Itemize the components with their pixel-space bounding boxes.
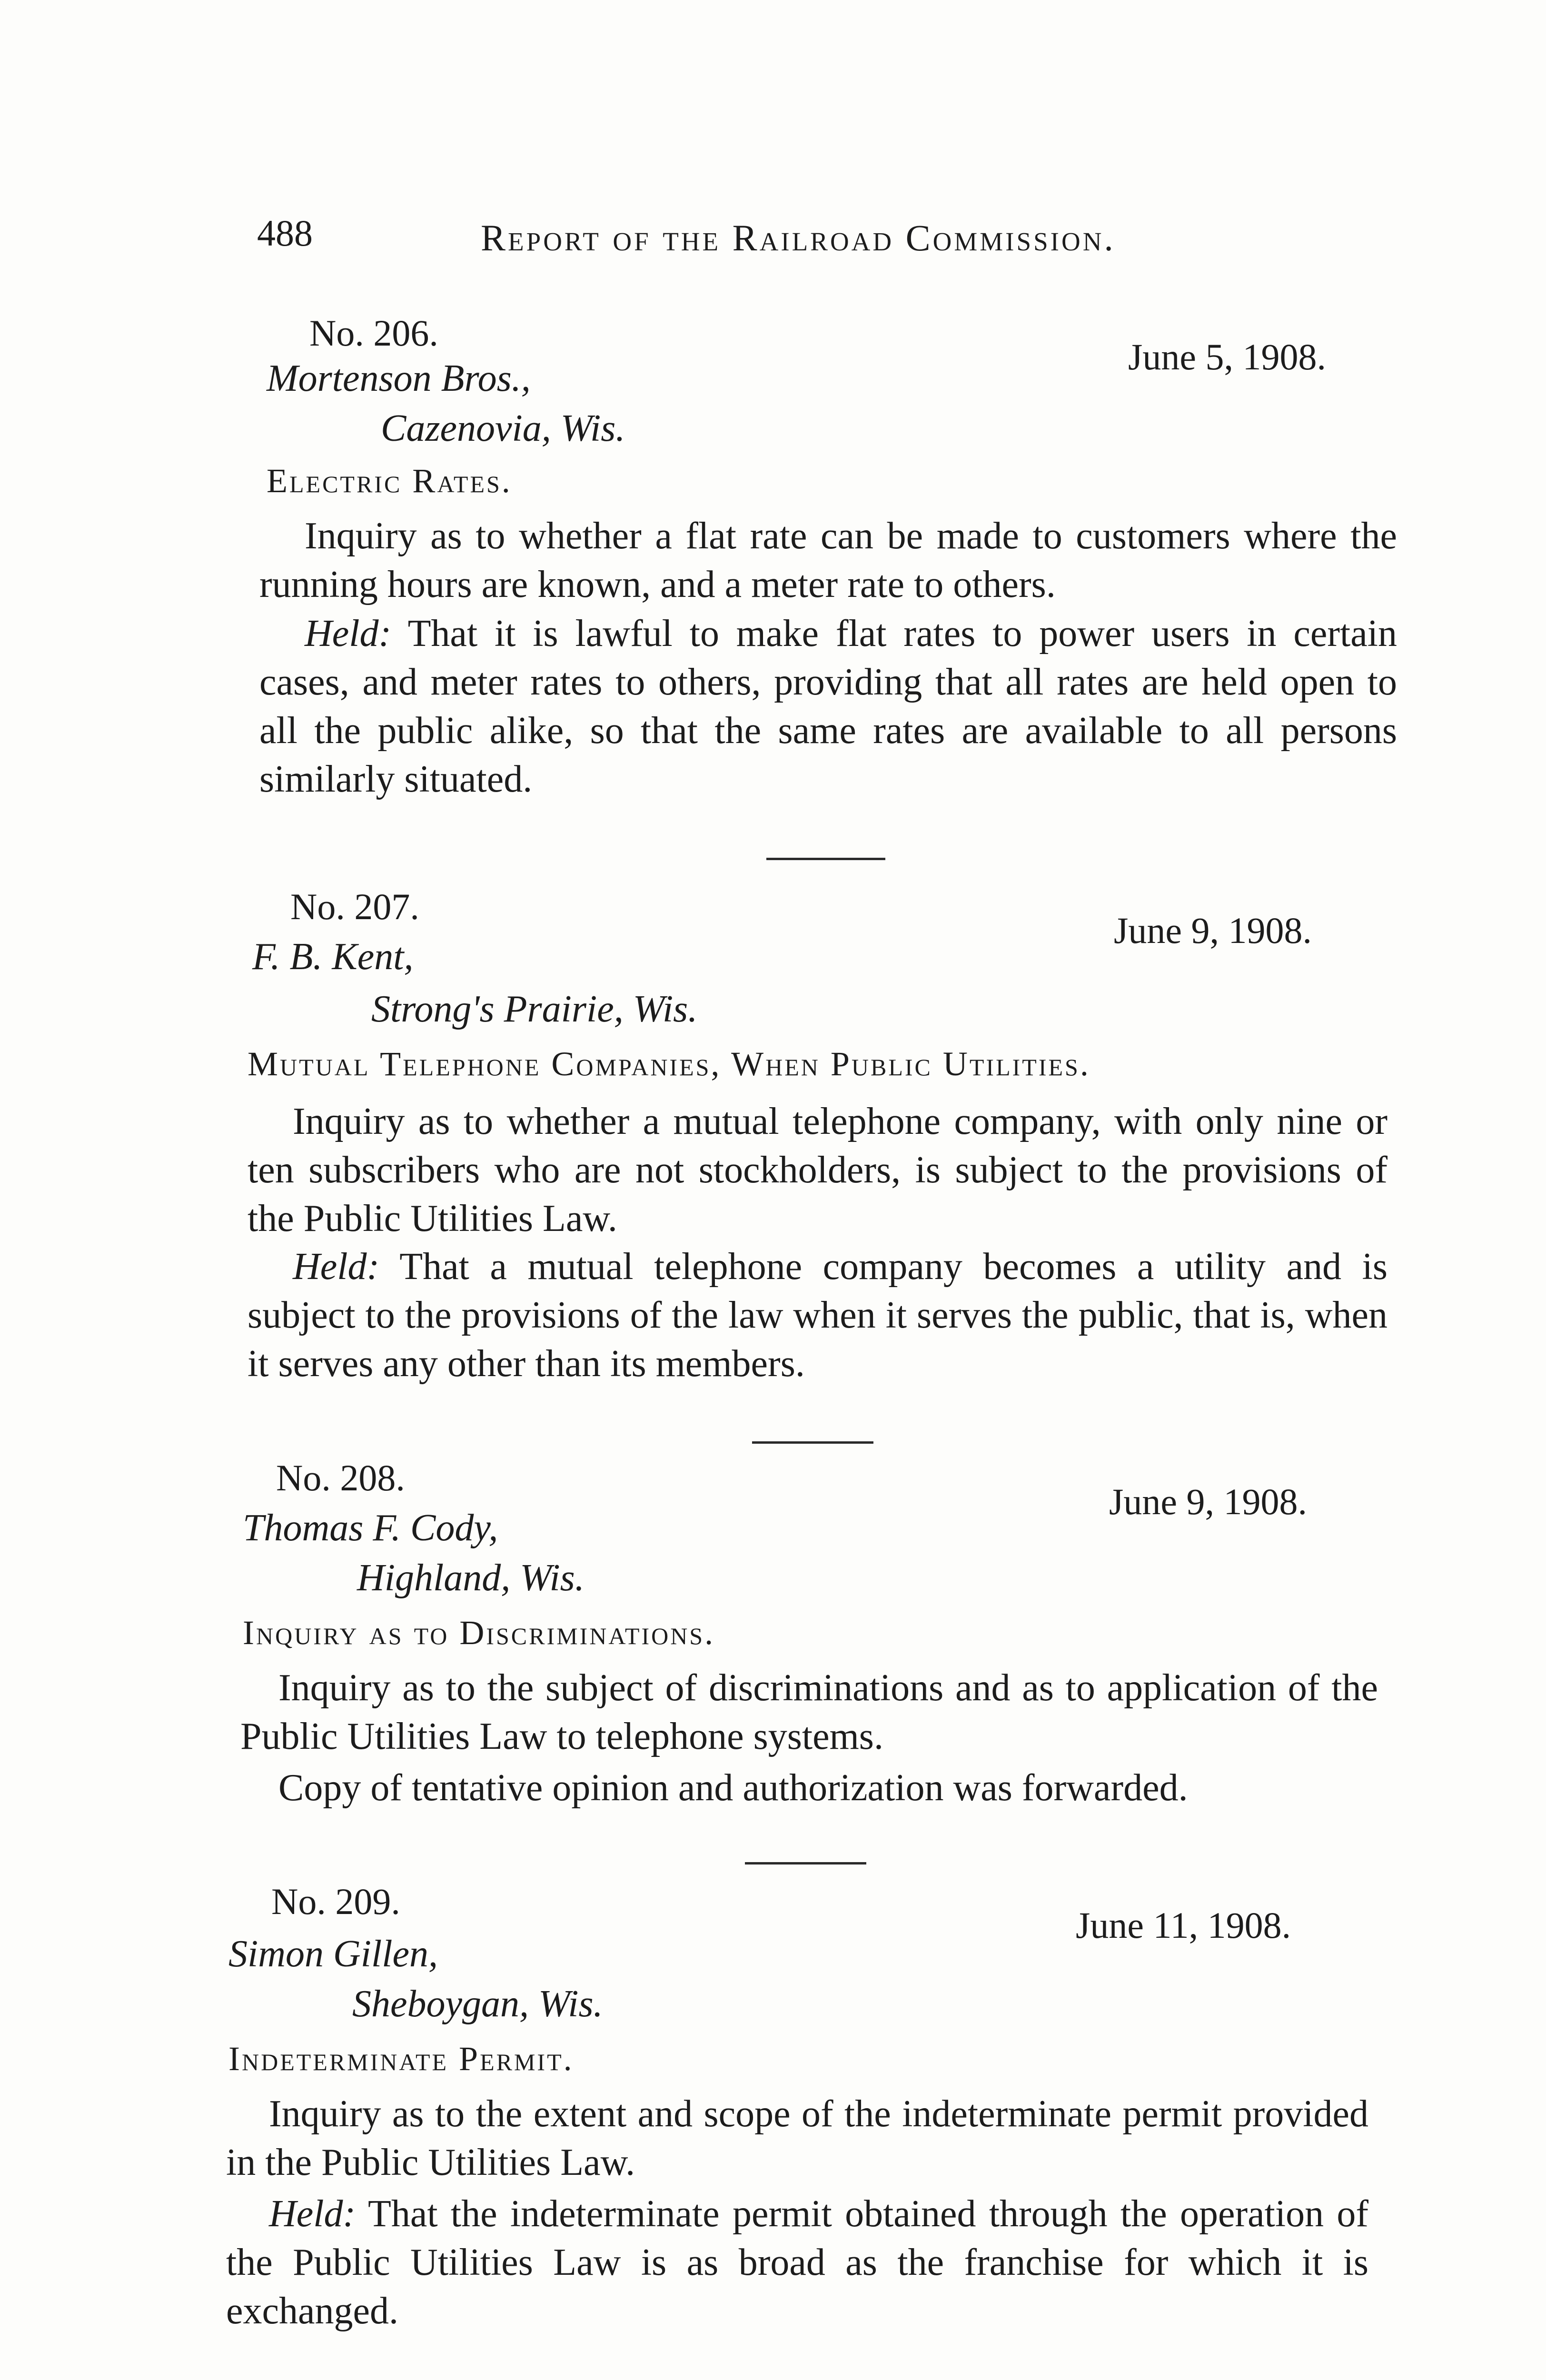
- party-location: Strong's Prairie, Wis.: [371, 988, 698, 1030]
- entry-date: June 9, 1908.: [1114, 910, 1312, 951]
- party-name: Mortenson Bros.,: [267, 357, 531, 399]
- entry-date: June 11, 1908.: [1076, 1904, 1291, 1946]
- entry-date: June 5, 1908.: [1128, 336, 1326, 377]
- party-name: F. B. Kent,: [252, 936, 414, 978]
- held-label: Held:: [269, 2193, 356, 2235]
- subject-heading: Electric Rates.: [267, 462, 512, 500]
- page-number: 488: [257, 212, 313, 254]
- subject-heading: Indeterminate Permit.: [228, 2040, 574, 2078]
- note-paragraph: Copy of tentative opinion and authorization was forwarded.: [278, 1767, 1188, 1809]
- inquiry-paragraph: Inquiry as to the extent and scope of the indeterminate permit provided in the Public Utilities Law.: [226, 2093, 1368, 2183]
- section-divider: [752, 1441, 873, 1444]
- entry-number: No. 207.: [290, 886, 419, 927]
- party-location: Sheboygan, Wis.: [352, 1983, 603, 2025]
- entry-date: June 9, 1908.: [1109, 1481, 1307, 1522]
- entry-number: No. 206.: [309, 312, 438, 354]
- section-divider: [745, 1862, 866, 1864]
- entry-number: No. 208.: [276, 1457, 405, 1498]
- inquiry-paragraph: Inquiry as to whether a mutual telephone company, with only nine or ten subscribers who are not stockholders, is subject to the provisions of the Public Utilities Law.: [248, 1101, 1387, 1240]
- party-name: Thomas F. Cody,: [243, 1507, 498, 1549]
- subject-heading: Mutual Telephone Companies, When Public Utilities.: [248, 1045, 1090, 1083]
- held-paragraph: [226, 2190, 1368, 2335]
- held-paragraph: [248, 1242, 1387, 1388]
- page-header: [257, 209, 1209, 271]
- held-label: Held:: [305, 613, 392, 654]
- held-paragraph: [259, 609, 1397, 803]
- held-text: That the indeterminate permit obtained through the operation of the Public Utilities Law is as broad as the franchise for which it is exchanged.: [226, 2193, 1368, 2332]
- held-text: That it is lawful to make flat rates to power users in certain cases, and meter rates to others, providing that all rates are held open to all the public alike, so that the same rates are available to all persons similarly situated.: [259, 613, 1397, 800]
- entry-number: No. 209.: [271, 1881, 400, 1922]
- party-location: Cazenovia, Wis.: [381, 407, 625, 449]
- section-divider: [766, 858, 885, 860]
- held-label: Held:: [293, 1246, 380, 1288]
- party-location: Highland, Wis.: [357, 1557, 585, 1599]
- subject-heading: Inquiry as to Discriminations.: [243, 1614, 715, 1652]
- running-title: Report of the Railroad Commission.: [481, 217, 1116, 258]
- inquiry-paragraph: Inquiry as to whether a flat rate can be made to customers where the running hours are known, and a meter rate to others.: [259, 515, 1397, 605]
- inquiry-paragraph: Inquiry as to the subject of discriminations and as to application of the Public Utilities Law to telephone systems.: [240, 1667, 1378, 1757]
- party-name: Simon Gillen,: [228, 1933, 438, 1975]
- held-text: That a mutual telephone company becomes a utility and is subject to the provisions of the law when it serves the public, that is, when it serves any other than its members.: [248, 1246, 1387, 1385]
